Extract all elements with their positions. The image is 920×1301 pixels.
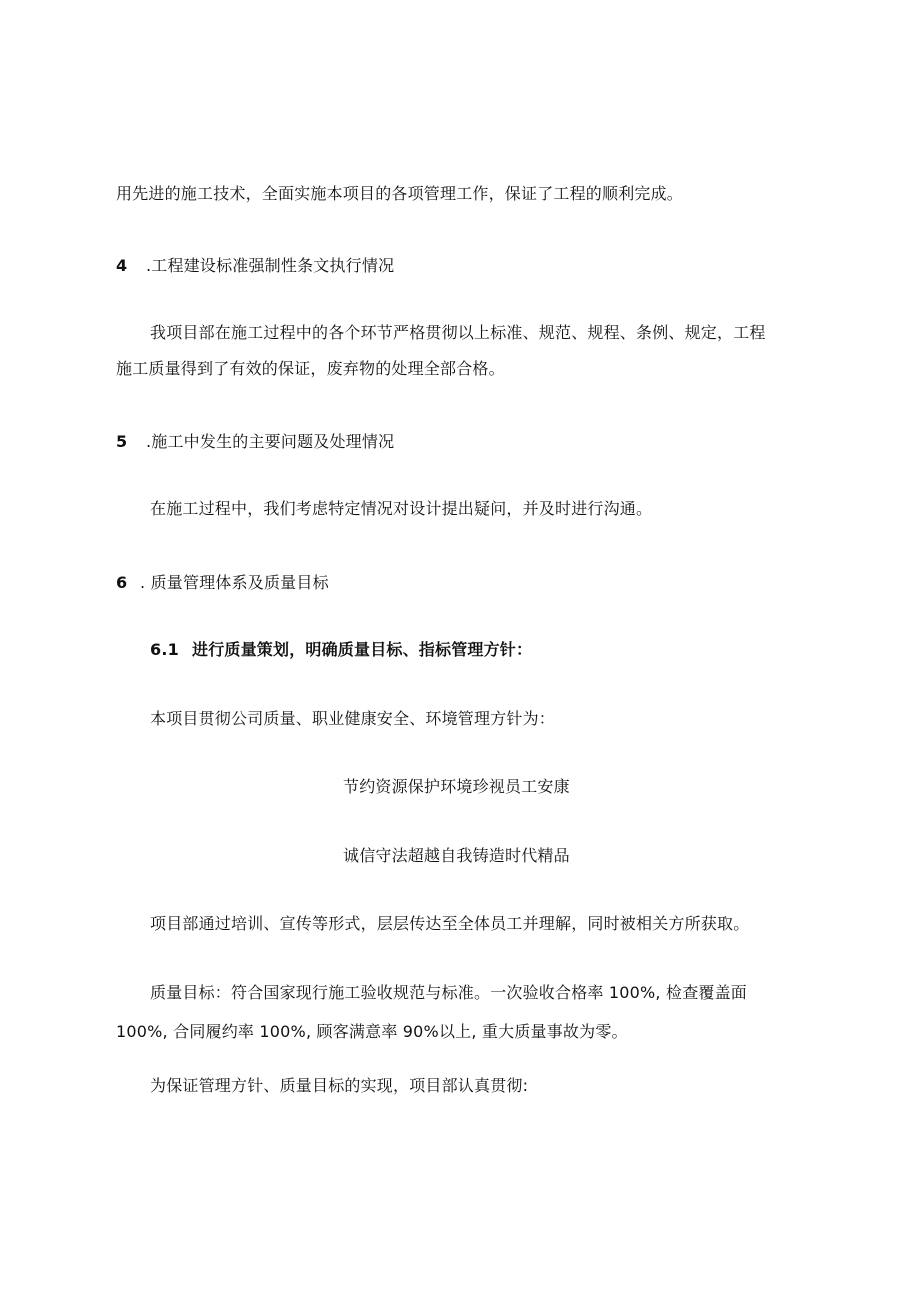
section-4-heading [116, 256, 394, 276]
section-4-paragraph-line-1: 我项目部在施工过程中的各个环节严格贯彻以上标准、规范、规程、条例、规定，工程 [150, 323, 766, 342]
training-paragraph: 项目部通过培训、宣传等形式，层层传达至全体员工并理解，同时被相关方所获取。 [150, 914, 750, 933]
section-6-1-number: 6.1 [150, 640, 179, 659]
section-4-paragraph-line-2: 施工质量得到了有效的保证，废弃物的处理全部合格。 [116, 359, 505, 378]
section-6-heading [116, 573, 329, 593]
slogan-line-2: 诚信守法超越自我铸造时代精品 [343, 846, 570, 865]
section-6-1-heading [150, 640, 532, 660]
section-4-number: 4 [116, 256, 128, 275]
section-5-paragraph: 在施工过程中，我们考虑特定情况对设计提出疑问，并及时进行沟通。 [150, 499, 653, 518]
quality-goal-line-1: 质量目标：符合国家现行施工验收规范与标准。一次验收合格率 100%, 检查覆盖面 [150, 983, 748, 1002]
section-6-title: . 质量管理体系及质量目标 [140, 573, 329, 592]
section-6-number: 6 [116, 573, 128, 592]
section-4-title: .工程建设标准强制性条文执行情况 [146, 256, 395, 275]
section-5-heading [116, 432, 394, 452]
policy-intro-paragraph: 本项目贯彻公司质量、职业健康安全、环境管理方针为： [150, 709, 556, 728]
section-5-title: .施工中发生的主要问题及处理情况 [146, 432, 395, 451]
quality-goal-line-2: 100%, 合同履约率 100%, 顾客满意率 90%以上, 重大质量事故为零。 [116, 1022, 628, 1041]
section-6-1-title: 进行质量策划，明确质量目标、指标管理方针： [192, 640, 533, 659]
slogan-line-1: 节约资源保护环境珍视员工安康 [343, 777, 570, 796]
ensure-paragraph: 为保证管理方针、质量目标的实现，项目部认真贯彻: [150, 1076, 529, 1095]
intro-paragraph: 用先进的施工技术，全面实施本项目的各项管理工作，保证了工程的顺利完成。 [116, 184, 684, 203]
section-5-number: 5 [116, 432, 128, 451]
